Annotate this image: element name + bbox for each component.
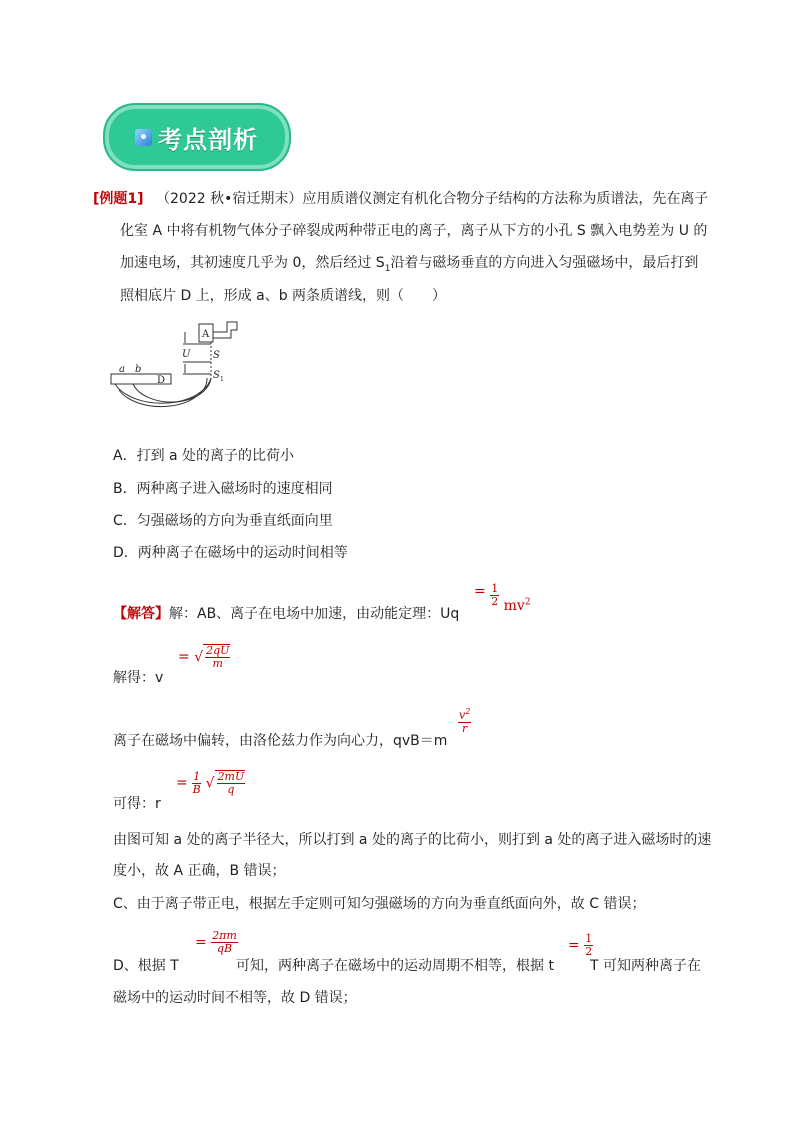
answer-line-3-math: $\frac{v^2}{r}$ [459, 707, 471, 735]
option-a: A．打到 a 处的离子的比荷小 [113, 448, 295, 464]
label-b: b [135, 364, 142, 375]
answer-para-2: C、由于离子带正电，根据左手定则可知匀强磁场的方向为垂直纸面向外，故 C 错误； [113, 896, 646, 912]
label-u: U [182, 349, 191, 360]
option-d: D．两种离子在磁场中的运动时间相等 [113, 545, 348, 561]
answer-line-4: 可得：r [113, 796, 161, 812]
label-s1: S [213, 370, 220, 381]
question-line-1: [例题1] （2022 秋•宿迁期末）应用质谱仪测定有机化合物分子结构的方法称为质谱法，先在离子 [93, 191, 709, 207]
mass-spectrometer-diagram [105, 318, 250, 408]
label-a-chamber: A [202, 329, 210, 340]
answer-para-1a: 由图可知 a 处的离子半径大，所以打到 a 处的离子的比荷小，则打到 a 处的离子进入磁场时的速 [113, 832, 712, 848]
answer-para-3-frac2: = $\frac{1}{2}$ [568, 932, 593, 958]
answer-line-3: 离子在磁场中偏转，由洛伦兹力作为向心力，qvB＝m [113, 733, 448, 749]
answer-line-4-math: = $\frac{1}{B}$ √ $\frac{2mU}{q}$ [176, 769, 245, 796]
answer-para-3-head: D、根据 T [113, 958, 179, 974]
answer-label: 【解答】 [113, 606, 169, 622]
label-s: S [213, 350, 220, 361]
answer-para-3-frac: = $\frac{2\pi m}{qB}$ [195, 929, 237, 955]
question-line-2: 化室 A 中将有机物气体分子碎裂成两种带正电的离子，离子从下方的小孔 S 飘入电势差为 U 的 [120, 223, 708, 239]
answer-line-1-math: = $\frac{1}{2}$ $mv^2$ [474, 582, 531, 614]
answer-line-2: 解得：v [113, 670, 164, 686]
answer-line-2-math: = √ $\frac{2qU}{m}$ [178, 644, 230, 670]
label-d: D [157, 375, 166, 386]
answer-para-3-mid: 可知，两种离子在磁场中的运动周期不相等，根据 t [236, 958, 554, 974]
label-a: a [119, 364, 125, 375]
answer-line-1: 【解答】解：AB、离子在电场中加速，由动能定理：Uq [113, 606, 460, 622]
question-line-3: 加速电场，其初速度几乎为 0，然后经过 $S_1$沿着与磁场垂直的方向进入匀强磁场中，最后打到 [120, 255, 699, 274]
option-b: B．两种离子进入磁场时的速度相同 [113, 481, 333, 497]
trajectory-b [133, 378, 211, 402]
answer-para-4: 磁场中的运动时间不相等，故 D 错误； [113, 990, 357, 1006]
question-line-4: 照相底片 D 上，形成 a、b 两条质谱线，则（ ） [120, 288, 447, 304]
question-label: [例题1] [93, 191, 144, 207]
label-s1-sub: 1 [220, 376, 224, 383]
section-banner [103, 103, 291, 171]
option-c: C．匀强磁场的方向为垂直纸面向里 [113, 513, 333, 529]
section-title: 考点剖析 [158, 125, 258, 154]
book-icon [135, 129, 152, 146]
answer-para-1b: 度小，故 A 正确，B 错误； [113, 863, 286, 879]
answer-para-3-tail: T 可知两种离子在 [590, 958, 702, 974]
chamber-pipe [213, 322, 237, 338]
